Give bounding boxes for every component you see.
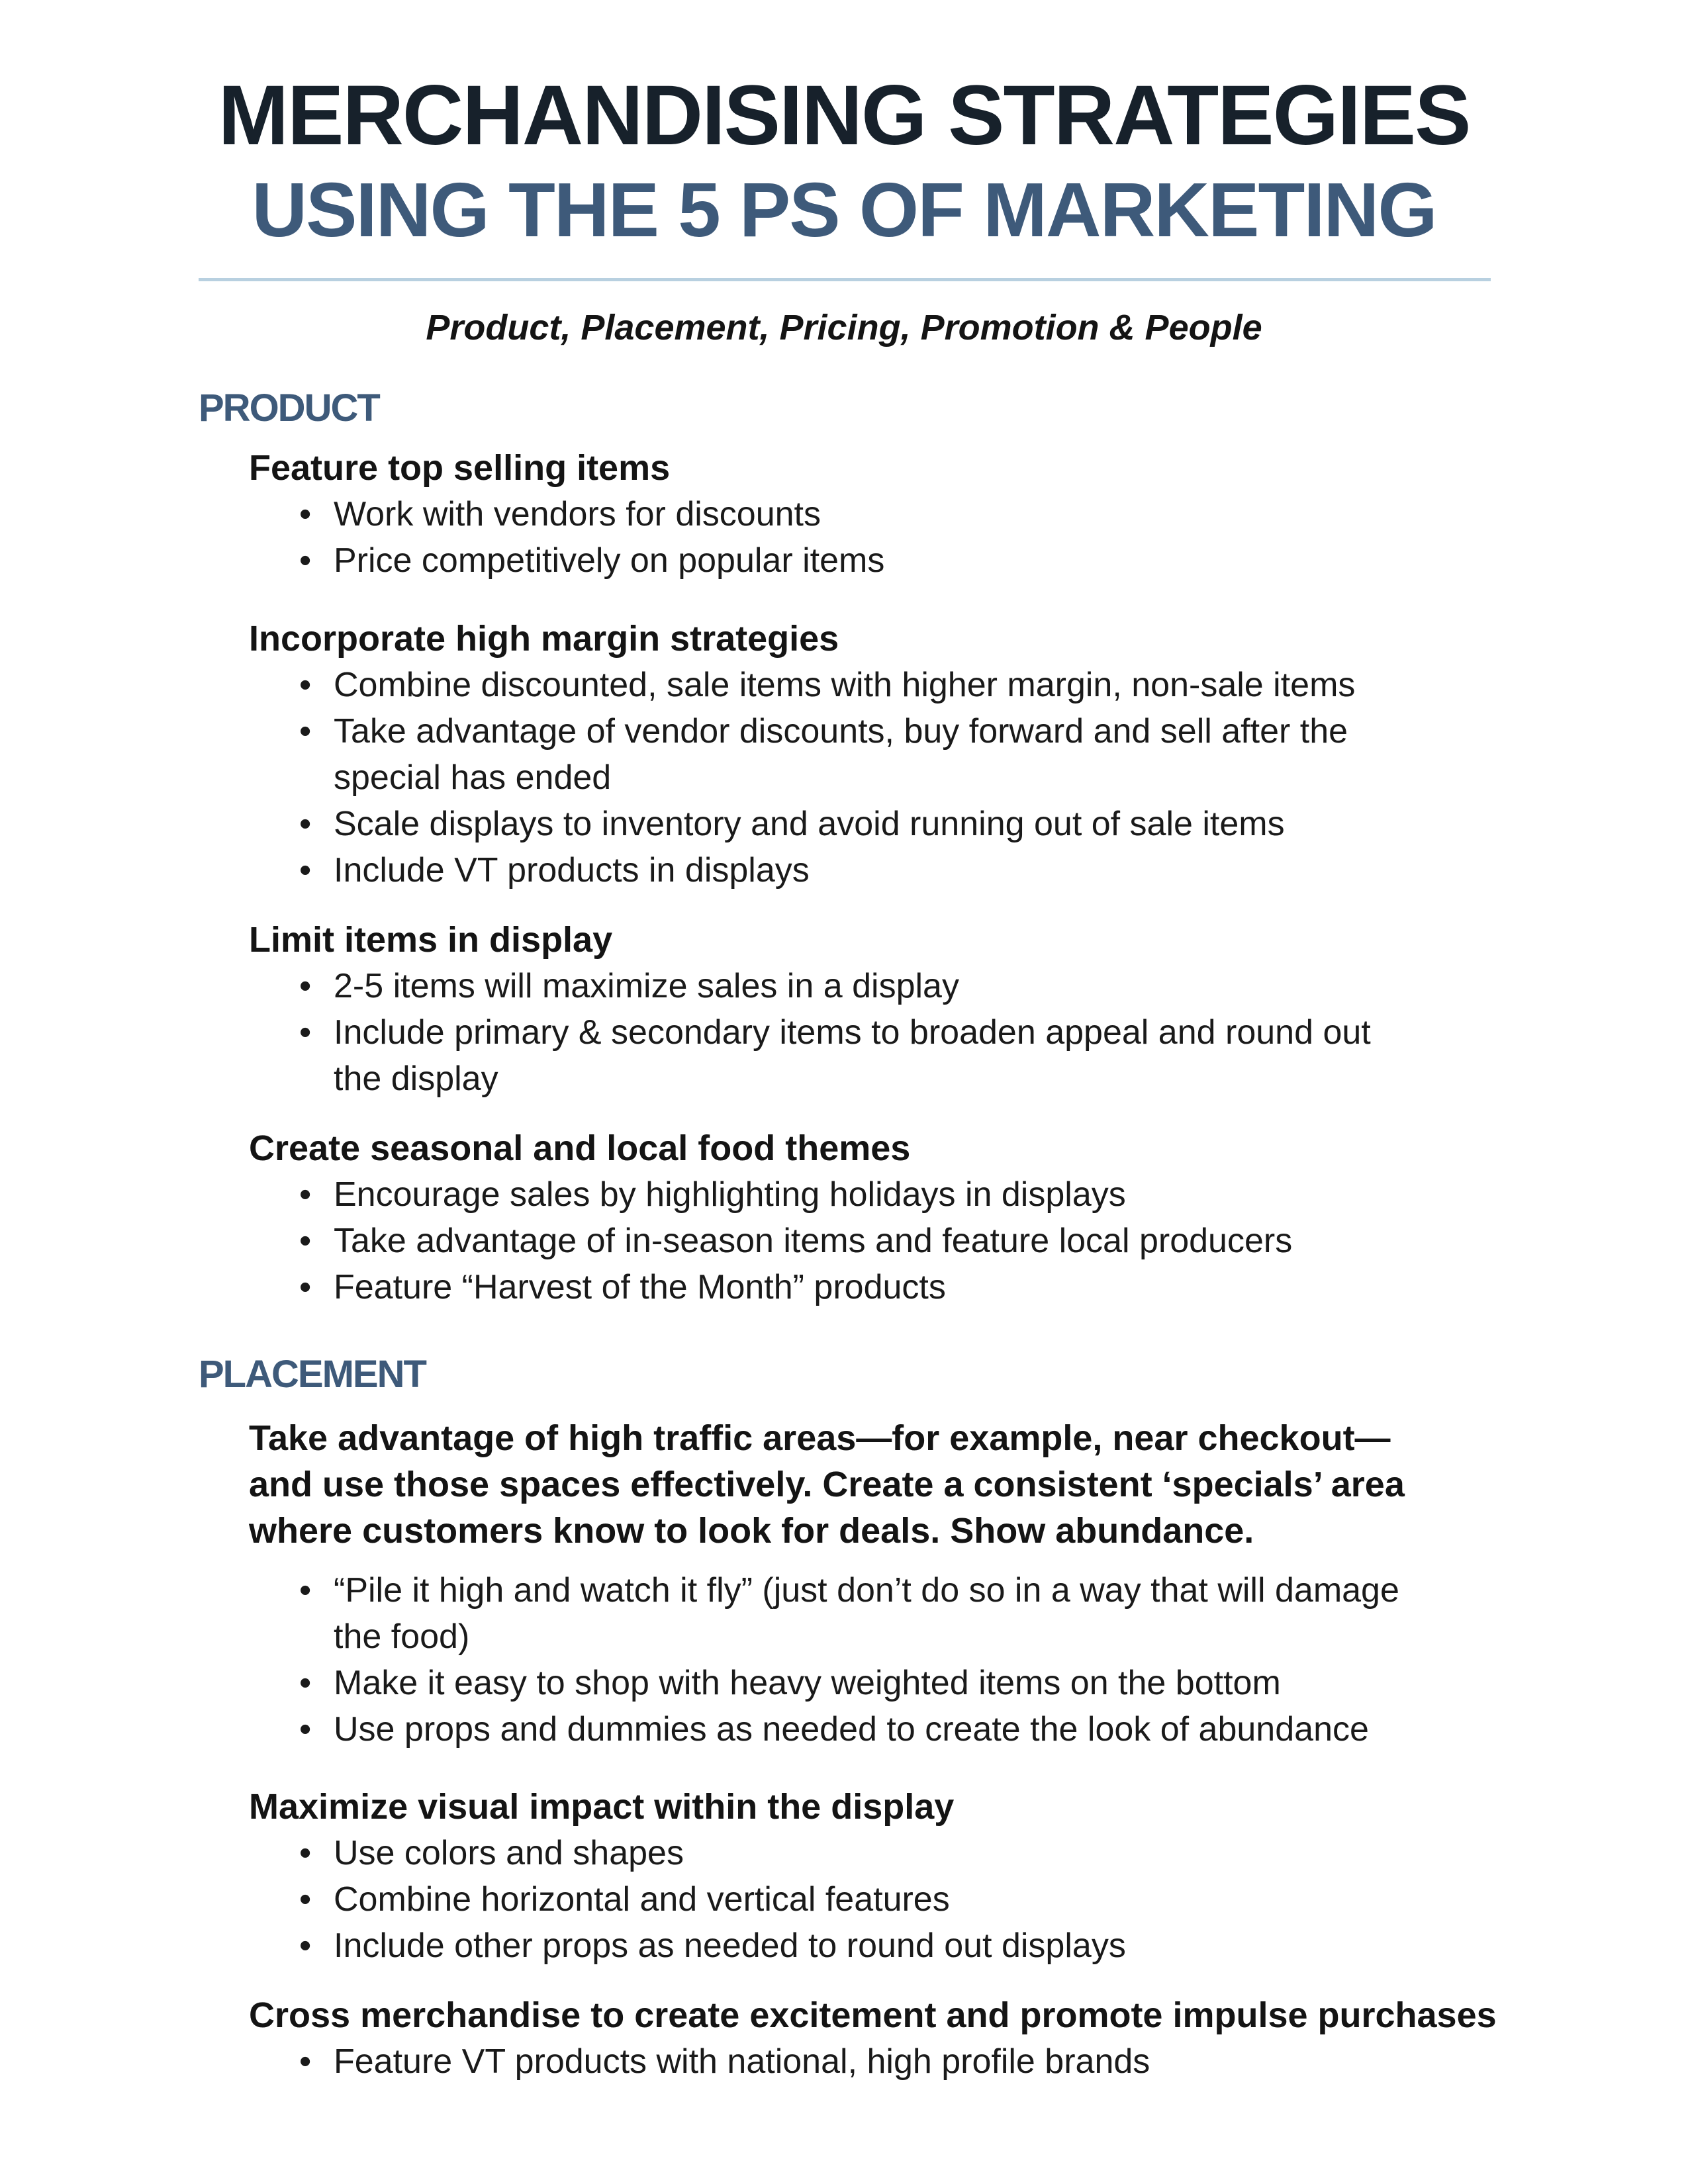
list-item-text: Feature “Harvest of the Month” products (334, 1268, 946, 1306)
list-item-text: Take advantage of vendor discounts, buy forward and sell after the special has ended (334, 712, 1348, 797)
list-item-text: Include other props as needed to round out displays (334, 1927, 1126, 1965)
bullet-icon: • (299, 1222, 312, 1260)
list-item-text: Include primary & secondary items to broaden appeal and round out the display (334, 1013, 1371, 1098)
list-item-text: Include VT products in displays (334, 851, 810, 889)
list-item (299, 1567, 1507, 1660)
placement-block-high-traffic (249, 1415, 1507, 1752)
list-item (299, 1009, 1507, 1102)
bullet-icon: • (299, 1571, 312, 1610)
product-block-limit-items (249, 917, 1507, 1102)
list-item (299, 537, 1507, 584)
bullet-list (249, 1171, 1507, 1310)
bullet-list (249, 662, 1507, 893)
block-heading: Maximize visual impact within the display (249, 1787, 955, 1827)
block-heading: Cross merchandise to create excitement and promote impulse purchases (249, 1995, 1497, 2035)
list-item-text: 2-5 items will maximize sales in a display (334, 967, 959, 1005)
block-heading: Limit items in display (249, 920, 613, 960)
placement-block-visual-impact (249, 1784, 1507, 1969)
list-item-text: Use props and dummies as needed to create the look of abundance (334, 1710, 1369, 1749)
list-item (299, 1171, 1507, 1218)
bullet-list (249, 1567, 1507, 1752)
subtitle: Product, Placement, Pricing, Promotion & People (426, 308, 1262, 347)
list-item (299, 1264, 1507, 1310)
list-item-text: Take advantage of in-season items and feature local producers (334, 1222, 1293, 1260)
bullet-icon: • (299, 541, 312, 580)
list-item-text: Combine horizontal and vertical features (334, 1880, 950, 1919)
product-block-top-selling (249, 445, 1507, 584)
list-item-text: Price competitively on popular items (334, 541, 885, 580)
list-item-text: Use colors and shapes (334, 1834, 684, 1872)
list-item-text: Scale displays to inventory and avoid running out of sale items (334, 805, 1285, 843)
list-item-text: Encourage sales by highlighting holidays in displays (334, 1175, 1126, 1214)
bullet-icon: • (299, 1175, 312, 1214)
list-item (299, 708, 1507, 801)
list-item (299, 963, 1507, 1009)
bullet-list (249, 2038, 1507, 2085)
title-line-1: MERCHANDISING STRATEGIES (218, 68, 1470, 163)
list-item (299, 801, 1507, 847)
list-item (299, 662, 1507, 708)
list-item (299, 1218, 1507, 1264)
bullet-icon: • (299, 1664, 312, 1702)
list-item (299, 847, 1507, 893)
bullet-icon: • (299, 1710, 312, 1749)
section-heading-placement: PLACEMENT (199, 1353, 426, 1396)
header-divider (199, 278, 1491, 281)
list-item (299, 2038, 1507, 2085)
list-item (299, 1876, 1507, 1923)
bullet-icon: • (299, 666, 312, 704)
product-block-high-margin (249, 615, 1507, 893)
bullet-icon: • (299, 967, 312, 1005)
list-item-text: Work with vendors for discounts (334, 495, 821, 533)
list-item-text: “Pile it high and watch it fly” (just don’t do so in a way that will damage the food) (334, 1571, 1399, 1656)
list-item-text: Combine discounted, sale items with higher margin, non-sale items (334, 666, 1356, 704)
block-heading: Feature top selling items (249, 448, 671, 488)
section-heading-product: PRODUCT (199, 387, 379, 430)
block-paragraph: Take advantage of high traffic areas—for example, near checkout— and use those spaces effectively. Create a consistent ‘specials’ area where customers know to look for deals. Show abundance. (249, 1418, 1405, 1551)
list-item-text: Feature VT products with national, high profile brands (334, 2042, 1150, 2081)
title-line-2: USING THE 5 PS OF MARKETING (252, 167, 1436, 253)
placement-block-cross-merchandise (249, 1992, 1507, 2085)
bullet-list (249, 491, 1507, 584)
bullet-icon: • (299, 805, 312, 843)
list-item (299, 1923, 1507, 1969)
list-item (299, 1706, 1507, 1752)
bullet-icon: • (299, 1927, 312, 1965)
bullet-list (249, 963, 1507, 1102)
block-heading: Create seasonal and local food themes (249, 1128, 911, 1168)
list-item (299, 1660, 1507, 1706)
list-item-text: Make it easy to shop with heavy weighted items on the bottom (334, 1664, 1281, 1702)
bullet-icon: • (299, 1834, 312, 1872)
bullet-icon: • (299, 1013, 312, 1052)
block-heading: Incorporate high margin strategies (249, 619, 839, 659)
bullet-list (249, 1830, 1507, 1969)
bullet-icon: • (299, 712, 312, 751)
bullet-icon: • (299, 851, 312, 889)
bullet-icon: • (299, 495, 312, 533)
bullet-icon: • (299, 1880, 312, 1919)
bullet-icon: • (299, 2042, 312, 2081)
list-item (299, 1830, 1507, 1876)
product-block-seasonal-themes (249, 1125, 1507, 1310)
bullet-icon: • (299, 1268, 312, 1306)
list-item (299, 491, 1507, 537)
